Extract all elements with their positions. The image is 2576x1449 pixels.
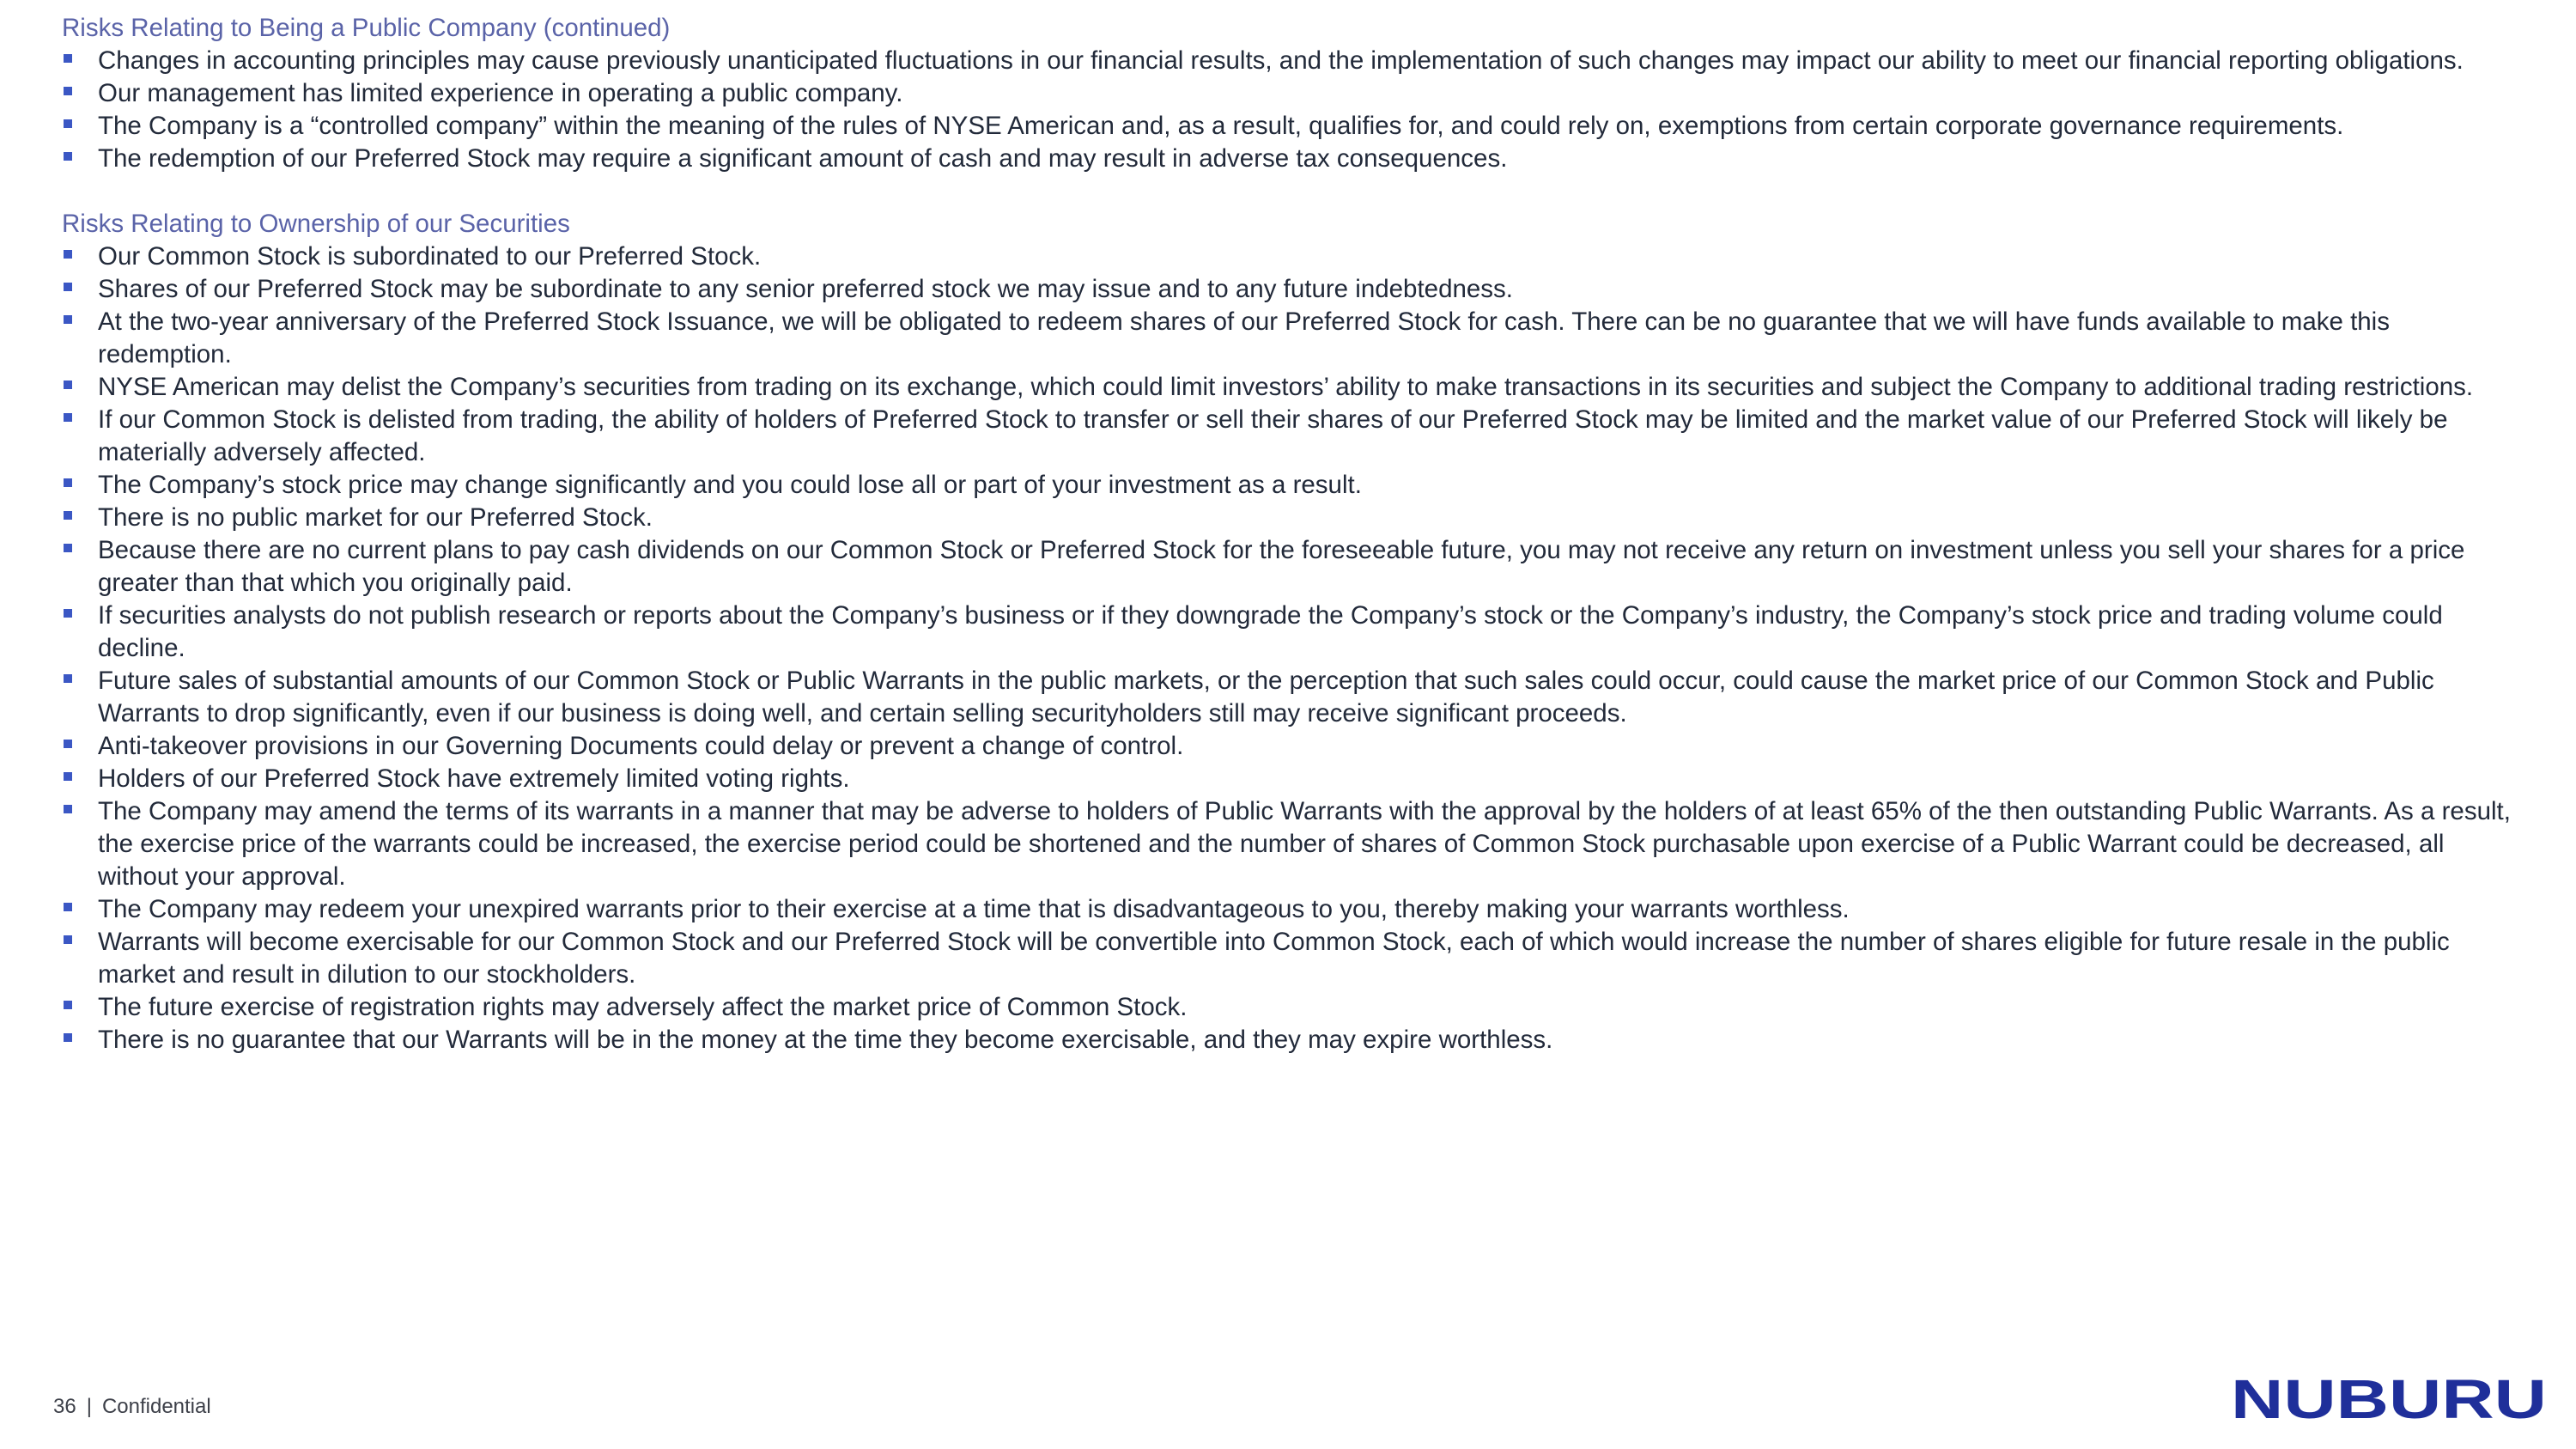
list-item — [62, 110, 2518, 143]
square-bullet-icon — [64, 1001, 72, 1009]
square-bullet-icon — [64, 315, 72, 324]
list-item-text: Holders of our Preferred Stock have extremely limited voting rights. — [98, 764, 850, 793]
list-item-text: Our management has limited experience in operating a public company. — [98, 79, 903, 107]
square-bullet-icon — [64, 772, 72, 781]
section-title: Risks Relating to Ownership of our Securities — [62, 210, 570, 238]
list-item — [62, 795, 2518, 893]
footer — [53, 1394, 211, 1420]
list-item — [62, 143, 2518, 175]
list-item-text: Future sales of substantial amounts of our Common Stock or Public Warrants in the public markets, or the perception that such sales could occur, could cause the market price of our Common Stock and Public Warrants to drop significantly, even if our business is doing well, and certain selling securityholders still may receive significant proceeds. — [98, 667, 2434, 728]
list-item — [62, 926, 2518, 991]
list-item-text: The Company may amend the terms of its warrants in a manner that may be adverse to holders of Public Warrants with the approval by the holders of at least 65% of the then outstanding Public Warrants. As a result, the exercise price of the warrants could be increased, the exercise period could be shortened and the number of shares of Common Stock purchasable upon exercise of a Public Warrant could be decreased, all without your approval. — [98, 797, 2511, 891]
square-bullet-icon — [64, 87, 72, 95]
square-bullet-icon — [64, 54, 72, 63]
list-item-text: There is no public market for our Preferred Stock. — [98, 503, 653, 532]
list-item — [62, 404, 2518, 469]
list-item — [62, 991, 2518, 1024]
list-item — [62, 77, 2518, 110]
list-item-text: Warrants will become exercisable for our Common Stock and our Preferred Stock will be convertible into Common Stock, each of which would increase the number of shares eligible for future resale in the public market and result in dilution to our stockholders. — [98, 928, 2450, 989]
square-bullet-icon — [64, 381, 72, 389]
square-bullet-icon — [64, 1033, 72, 1042]
bullet-list — [62, 45, 2518, 175]
list-item — [62, 1024, 2518, 1056]
square-bullet-icon — [64, 478, 72, 487]
square-bullet-icon — [64, 903, 72, 911]
list-item — [62, 730, 2518, 763]
list-item — [62, 502, 2518, 534]
page-number: 36 — [53, 1395, 76, 1418]
list-item-text: Anti-takeover provisions in our Governing Documents could delay or prevent a change of control. — [98, 732, 1184, 760]
list-item — [62, 534, 2518, 600]
list-item — [62, 600, 2518, 665]
square-bullet-icon — [64, 544, 72, 552]
square-bullet-icon — [64, 674, 72, 683]
square-bullet-icon — [64, 609, 72, 618]
list-item — [62, 763, 2518, 795]
list-item — [62, 371, 2518, 404]
list-item — [62, 273, 2518, 306]
list-item-text: The Company is a “controlled company” within the meaning of the rules of NYSE American and, as a result, qualifies for, and could rely on, exemptions from certain corporate governance requirements. — [98, 112, 2344, 140]
square-bullet-icon — [64, 250, 72, 259]
list-item-text: The Company’s stock price may change significantly and you could lose all or part of your investment as a result. — [98, 471, 1362, 499]
square-bullet-icon — [64, 935, 72, 944]
footer-separator: | — [86, 1395, 92, 1418]
list-item-text: The Company may redeem your unexpired warrants prior to their exercise at a time that is disadvantageous to you, thereby making your warrants worthless. — [98, 895, 1850, 923]
square-bullet-icon — [64, 740, 72, 748]
list-item-text: There is no guarantee that our Warrants will be in the money at the time they become exercisable, and they may expire worthless. — [98, 1026, 1553, 1054]
risk-section — [62, 208, 2518, 1056]
square-bullet-icon — [64, 152, 72, 161]
section-title: Risks Relating to Being a Public Company (continued) — [62, 14, 671, 42]
list-item — [62, 45, 2518, 77]
list-item-text: NYSE American may delist the Company’s securities from trading on its exchange, which could limit investors’ ability to make transactions in its securities and subject the Company to additional trading restrictions. — [98, 373, 2474, 401]
list-item — [62, 469, 2518, 502]
nuburu-logo — [2229, 1374, 2549, 1421]
bullet-list — [62, 240, 2518, 1056]
confidential-label: Confidential — [101, 1395, 211, 1418]
square-bullet-icon — [64, 413, 72, 422]
logo-text: NUBURU — [2231, 1374, 2547, 1421]
list-item-text: If our Common Stock is delisted from trading, the ability of holders of Preferred Stock to transfer or sell their shares of our Preferred Stock may be limited and the market value of our Preferred Stock will likely be materially adversely affected. — [98, 405, 2448, 466]
list-item-text: Shares of our Preferred Stock may be subordinate to any senior preferred stock we may issue and to any future indebtedness. — [98, 275, 1513, 303]
slide-content — [62, 12, 2518, 1056]
square-bullet-icon — [64, 119, 72, 128]
list-item — [62, 665, 2518, 730]
risk-section — [62, 12, 2518, 175]
list-item-text: The redemption of our Preferred Stock may require a significant amount of cash and may result in adverse tax consequences. — [98, 144, 1508, 173]
list-item — [62, 306, 2518, 371]
list-item-text: Because there are no current plans to pay cash dividends on our Common Stock or Preferred Stock for the foreseeable future, you may not receive any return on investment unless you sell your shares for a price greater than that which you originally paid. — [98, 536, 2465, 597]
list-item-text: Our Common Stock is subordinated to our Preferred Stock. — [98, 242, 762, 271]
list-item-text: Changes in accounting principles may cause previously unanticipated fluctuations in our financial results, and the implementation of such changes may impact our ability to meet our financial reporting obligations. — [98, 46, 2464, 75]
list-item-text: The future exercise of registration rights may adversely affect the market price of Common Stock. — [98, 993, 1188, 1021]
list-item-text: If securities analysts do not publish research or reports about the Company’s business or if they downgrade the Company’s stock or the Company’s industry, the Company’s stock price and trading volume could decline. — [98, 601, 2443, 662]
list-item — [62, 240, 2518, 273]
list-item — [62, 893, 2518, 926]
list-item-text: At the two-year anniversary of the Preferred Stock Issuance, we will be obligated to redeem shares of our Preferred Stock for cash. There can be no guarantee that we will have funds available to make this redemption. — [98, 307, 2390, 368]
square-bullet-icon — [64, 511, 72, 520]
square-bullet-icon — [64, 283, 72, 291]
square-bullet-icon — [64, 805, 72, 813]
